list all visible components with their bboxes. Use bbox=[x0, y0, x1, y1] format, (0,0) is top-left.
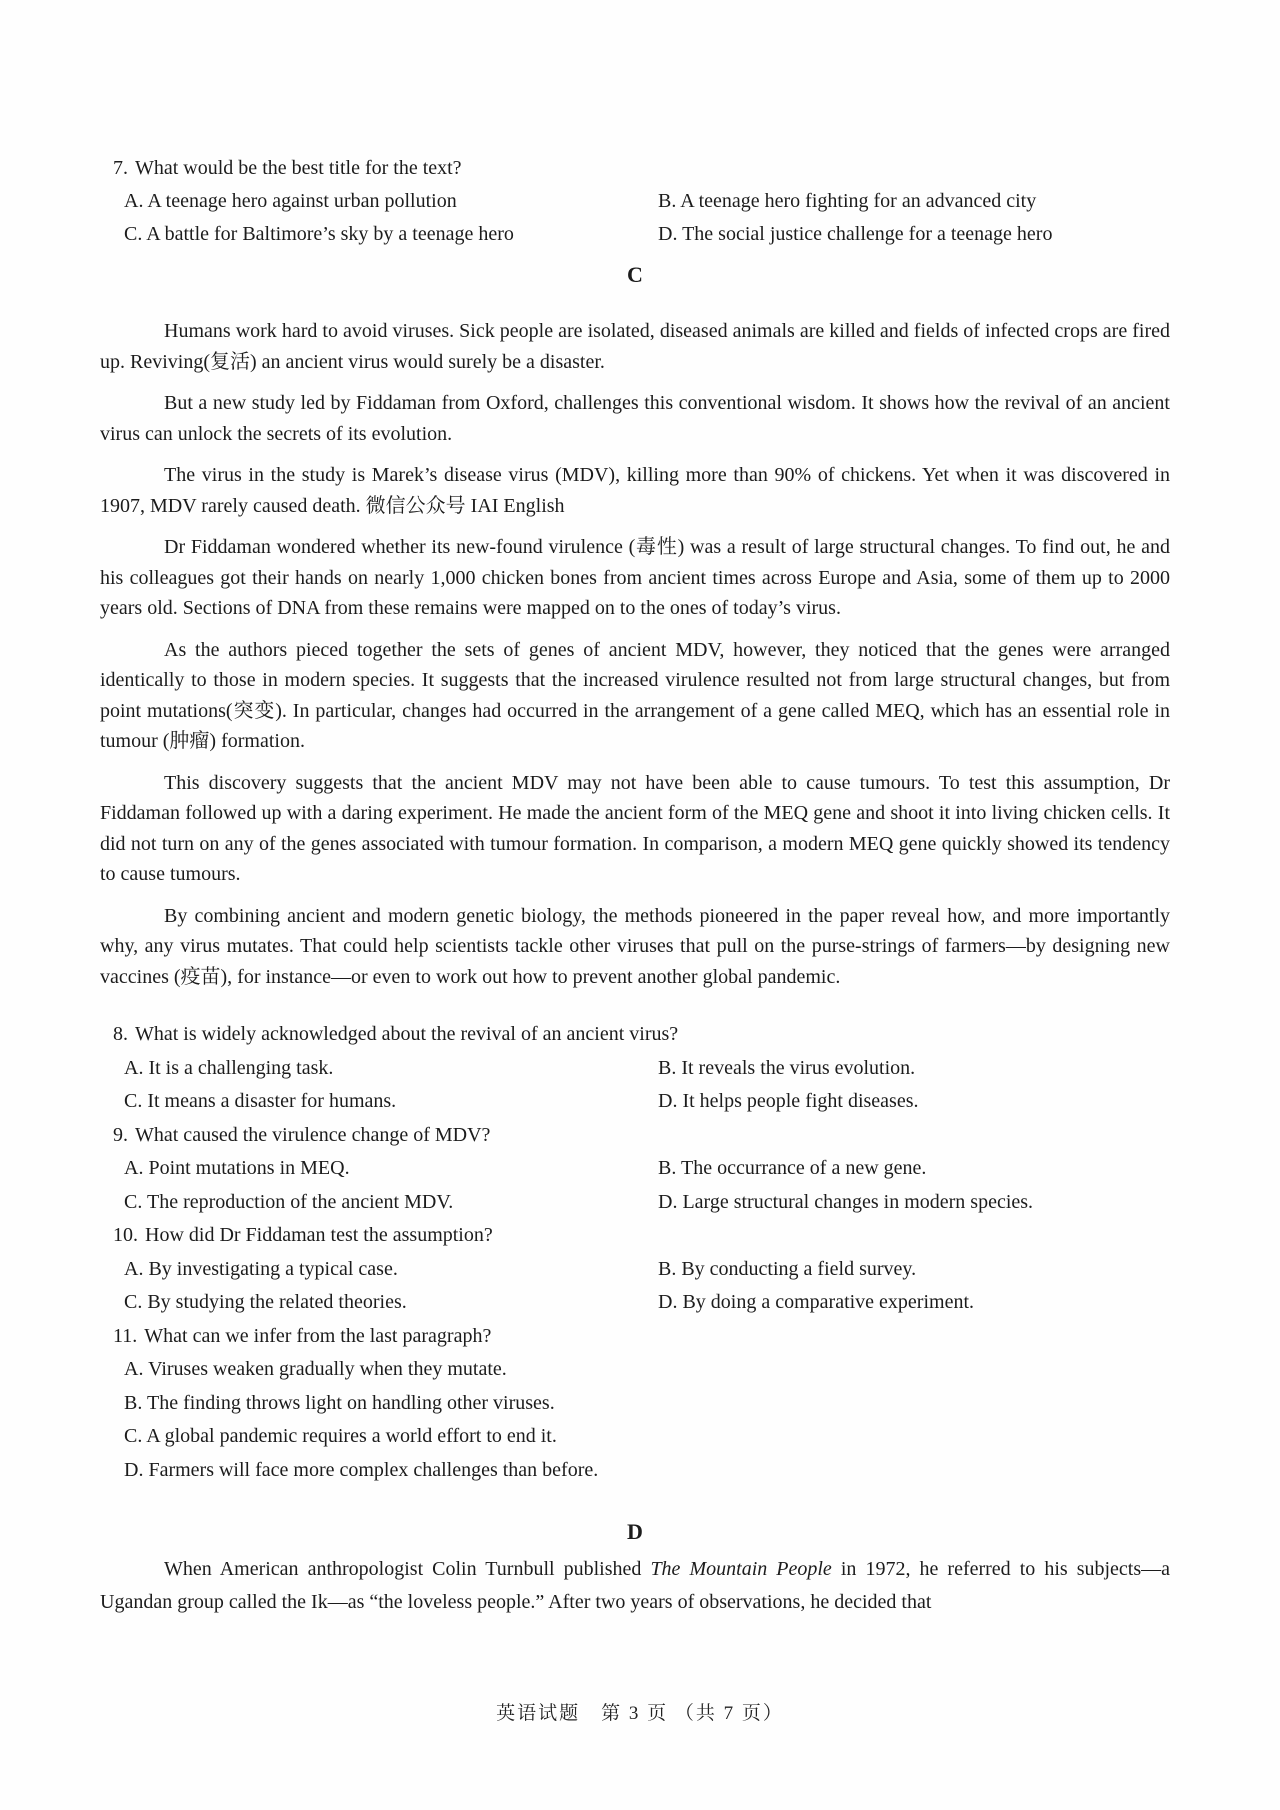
question-8-options-row-1 bbox=[100, 1052, 1170, 1086]
book-title-italic: The Mountain People bbox=[650, 1558, 832, 1580]
question-11-text bbox=[100, 1320, 1170, 1354]
passage-paragraph: This discovery suggests that the ancient MDV may not have been able to cause tumours. To test this assumption, Dr Fiddaman followed up with a daring experiment. He made the ancient form of the MEQ gene and shoot it into living chicken cells. It did not turn on any of the genes associated with tumour formation. In comparison, a modern MEQ gene quickly showed its tendency to cause tumours. bbox=[100, 771, 1170, 885]
option-8c: C. It means a disaster for humans. bbox=[124, 1090, 397, 1112]
passage-paragraph bbox=[100, 1553, 1170, 1619]
option-7a: A. A teenage hero against urban pollution bbox=[124, 190, 457, 212]
option-7c: C. A battle for Baltimore’s sky by a teenage hero bbox=[124, 223, 514, 245]
question-number: 7. bbox=[113, 157, 128, 179]
question-stem: How did Dr Fiddaman test the assumption? bbox=[145, 1224, 493, 1246]
section-c-heading: C bbox=[627, 262, 643, 287]
question-10-text bbox=[100, 1219, 1170, 1253]
question-9-text bbox=[100, 1119, 1170, 1153]
question-7-options-row-2 bbox=[100, 218, 1170, 251]
passage-d-intro: When American anthropologist Colin Turnbull published bbox=[164, 1558, 651, 1580]
question-9-options-row-2 bbox=[100, 1186, 1170, 1220]
option-9c: C. The reproduction of the ancient MDV. bbox=[124, 1190, 454, 1213]
question-11 bbox=[100, 1320, 1170, 1488]
option-11b: B. The finding throws light on handling other viruses. bbox=[124, 1391, 555, 1414]
question-stem: What can we infer from the last paragraph? bbox=[144, 1324, 492, 1347]
page-footer: 英语试题 第 3 页 （共 7 页） bbox=[496, 1703, 784, 1724]
question-number: 8. bbox=[113, 1023, 128, 1045]
passage-paragraph: Dr Fiddaman wondered whether its new-found virulence (毒性) was a result of large structural changes. To find out, he and his colleagues got their hands on nearly 1,000 chicken bones from ancient times across Europe and Asia, some of them up to 2000 years old. Sections of DNA from these remains were mapped on to the ones of today’s virus. bbox=[100, 536, 1170, 619]
question-number: 10. bbox=[113, 1224, 138, 1246]
question-8-options-row-2 bbox=[100, 1085, 1170, 1119]
question-stem: What caused the virulence change of MDV? bbox=[135, 1123, 491, 1146]
option-9d: D. Large structural changes in modern species. bbox=[658, 1190, 1034, 1213]
passage-paragraph: The virus in the study is Marek’s disease virus (MDV), killing more than 90% of chickens. Yet when it was discovered in 1907, MDV rarely caused death. 微信公众号 IAI English bbox=[100, 464, 1170, 517]
option-11c: C. A global pandemic requires a world effort to end it. bbox=[124, 1425, 557, 1447]
passage-paragraph: Humans work hard to avoid viruses. Sick people are isolated, diseased animals are killed and fields of infected crops are fired up. Reviving(复活) an ancient virus would surely be a disaster. bbox=[100, 320, 1170, 373]
option-11d: D. Farmers will face more complex challenges than before. bbox=[124, 1458, 599, 1481]
question-8 bbox=[100, 1018, 1170, 1119]
option-10c: C. By studying the related theories. bbox=[124, 1291, 407, 1313]
passage-d-rest: in 1972, he referred to his subjects—a Ugandan group called the Ik—as “the loveless people.” After two years of observations, he decided that bbox=[100, 1558, 1171, 1613]
option-8a: A. It is a challenging task. bbox=[124, 1056, 334, 1079]
option-11c-row bbox=[100, 1420, 1170, 1454]
question-8-text bbox=[100, 1018, 1170, 1052]
option-10d: D. By doing a comparative experiment. bbox=[658, 1291, 975, 1313]
option-8d: D. It helps people fight diseases. bbox=[658, 1090, 919, 1112]
question-10-options-row-2 bbox=[100, 1286, 1170, 1320]
question-stem: What is widely acknowledged about the revival of an ancient virus? bbox=[135, 1023, 679, 1045]
questions-8-11 bbox=[100, 1018, 1170, 1487]
option-7d: D. The social justice challenge for a teenage hero bbox=[658, 223, 1053, 245]
question-number: 9. bbox=[113, 1123, 128, 1146]
section-d-heading: D bbox=[627, 1519, 643, 1544]
option-9b: B. The occurrance of a new gene. bbox=[658, 1157, 927, 1179]
question-9 bbox=[100, 1119, 1170, 1220]
question-9-options-row-1 bbox=[100, 1152, 1170, 1186]
passage-paragraph: But a new study led by Fiddaman from Oxford, challenges this conventional wisdom. It shows how the revival of an ancient virus can unlock the secrets of its evolution. bbox=[100, 392, 1170, 445]
question-10 bbox=[100, 1219, 1170, 1320]
question-7-text bbox=[100, 152, 1170, 185]
option-11a: A. Viruses weaken gradually when they mutate. bbox=[124, 1358, 507, 1380]
question-number: 11. bbox=[113, 1324, 138, 1347]
question-10-options-row-1 bbox=[100, 1253, 1170, 1287]
option-8b: B. It reveals the virus evolution. bbox=[658, 1056, 916, 1079]
option-11d-row bbox=[100, 1454, 1170, 1488]
passage-c bbox=[100, 316, 1170, 992]
option-10b: B. By conducting a field survey. bbox=[658, 1257, 917, 1280]
option-9a: A. Point mutations in MEQ. bbox=[124, 1157, 350, 1179]
passage-d bbox=[100, 1553, 1170, 1619]
question-7-options-row-1 bbox=[100, 185, 1170, 218]
question-7-block bbox=[100, 0, 1170, 251]
option-7b: B. A teenage hero fighting for an advanced city bbox=[658, 190, 1037, 212]
option-11b-row bbox=[100, 1387, 1170, 1421]
option-11a-row bbox=[100, 1353, 1170, 1387]
option-10a: A. By investigating a typical case. bbox=[124, 1257, 398, 1280]
passage-paragraph: By combining ancient and modern genetic biology, the methods pioneered in the paper reveal how, and more importantly why, any virus mutates. That could help scientists tackle other viruses that pull on the purse-strings of farmers—by designing new vaccines (疫苗), for instance—or even to work out how to prevent another global pandemic. bbox=[100, 904, 1170, 988]
passage-paragraph: As the authors pieced together the sets of genes of ancient MDV, however, they noticed that the genes were arranged identically to those in modern species. It suggests that the increased virulence resulted not from large structural changes, but from point mutations(突变). In particular, changes had occurred in the arrangement of a gene called MEQ, which has an essential role in tumour (肿瘤) formation. bbox=[100, 638, 1170, 752]
question-stem: What would be the best title for the text? bbox=[135, 157, 462, 179]
